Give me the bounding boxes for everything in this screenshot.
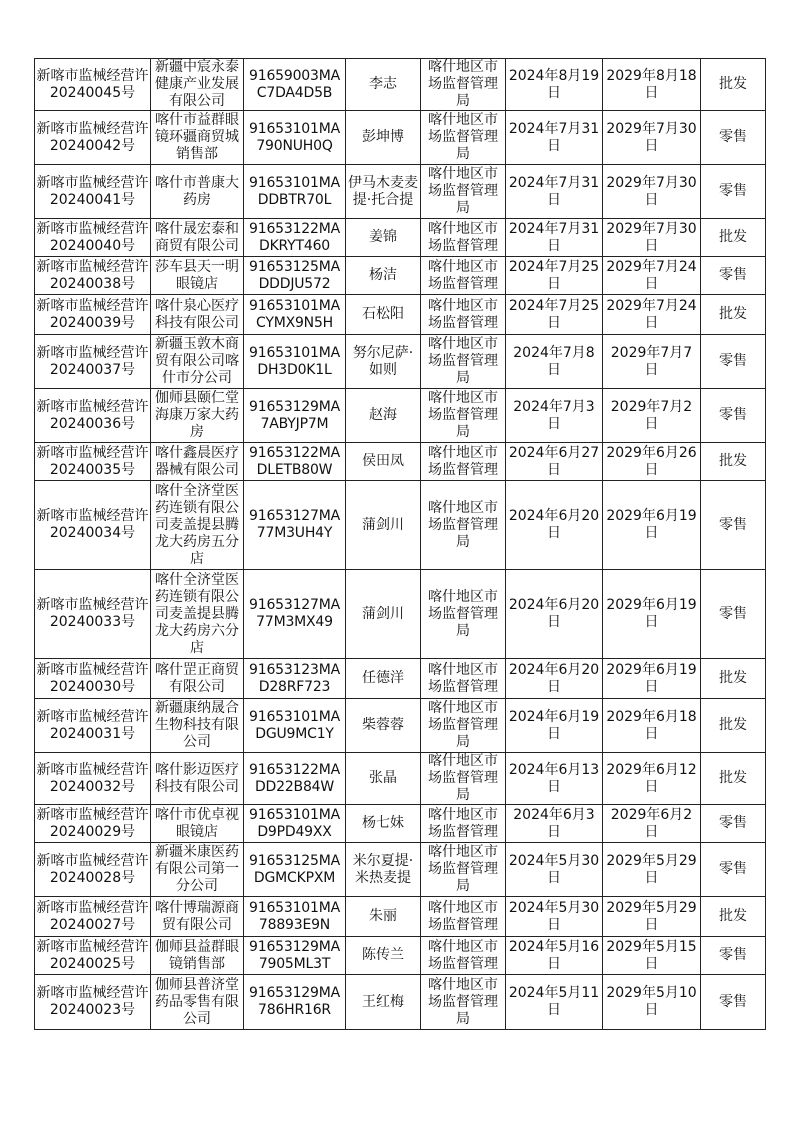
business-type-cell: 零售 xyxy=(701,975,766,1030)
company-name-cell: 喀什泉心医疗科技有限公司 xyxy=(151,295,244,335)
company-name-cell: 新疆玉敦木商贸有限公司喀什市分公司 xyxy=(151,335,244,389)
legal-person-cell: 柴蓉蓉 xyxy=(346,699,421,753)
permit-table xyxy=(34,58,766,1030)
expiry-date-cell: 2029年6月19日 xyxy=(603,481,701,570)
expiry-date-cell: 2029年8月18日 xyxy=(603,59,701,111)
issuing-authority-cell: 喀什地区市场监督管理 xyxy=(421,805,506,843)
expiry-date-cell: 2029年6月2日 xyxy=(603,805,701,843)
expiry-date-cell: 2029年5月15日 xyxy=(603,937,701,975)
expiry-date-cell: 2029年5月29日 xyxy=(603,897,701,937)
business-type-cell: 零售 xyxy=(701,570,766,659)
legal-person-cell: 努尔尼萨·如则 xyxy=(346,335,421,389)
legal-person-cell: 李志 xyxy=(346,59,421,111)
table-row xyxy=(35,805,766,843)
issuing-authority-cell: 喀什地区市场监督管理局 xyxy=(421,111,506,165)
legal-person-cell: 石松阳 xyxy=(346,295,421,335)
permit-number-cell: 新喀市监械经营许20240042号 xyxy=(35,111,151,165)
legal-person-cell: 伊马木麦麦提·托合提 xyxy=(346,165,421,219)
issue-date-cell: 2024年6月20日 xyxy=(506,659,603,699)
business-type-cell: 零售 xyxy=(701,481,766,570)
company-name-cell: 喀什影迈医疗科技有限公司 xyxy=(151,753,244,805)
table-row xyxy=(35,335,766,389)
business-type-cell: 批发 xyxy=(701,699,766,753)
issue-date-cell: 2024年6月20日 xyxy=(506,570,603,659)
business-type-cell: 批发 xyxy=(701,59,766,111)
business-type-cell: 零售 xyxy=(701,111,766,165)
permit-number-cell: 新喀市监械经营许20240029号 xyxy=(35,805,151,843)
permit-number-cell: 新喀市监械经营许20240041号 xyxy=(35,165,151,219)
company-name-cell: 新疆康纳晟合生物科技有限公司 xyxy=(151,699,244,753)
table-row xyxy=(35,481,766,570)
expiry-date-cell: 2029年6月18日 xyxy=(603,699,701,753)
legal-person-cell: 王红梅 xyxy=(346,975,421,1030)
credit-code-cell: 91653101MAD9PD49XX xyxy=(244,805,346,843)
credit-code-cell: 91653101MADDBTR70L xyxy=(244,165,346,219)
legal-person-cell: 米尔夏提·米热麦提 xyxy=(346,843,421,897)
issue-date-cell: 2024年6月27日 xyxy=(506,443,603,481)
table-row xyxy=(35,295,766,335)
issue-date-cell: 2024年5月30日 xyxy=(506,897,603,937)
issue-date-cell: 2024年7月31日 xyxy=(506,165,603,219)
table-row xyxy=(35,699,766,753)
credit-code-cell: 91653101MACYMX9N5H xyxy=(244,295,346,335)
company-name-cell: 新疆米康医药有限公司第一分公司 xyxy=(151,843,244,897)
issuing-authority-cell: 喀什地区市场监督管理局 xyxy=(421,389,506,443)
issuing-authority-cell: 喀什地区市场监督管理局 xyxy=(421,165,506,219)
issuing-authority-cell: 喀什地区市场监督管理 xyxy=(421,659,506,699)
company-name-cell: 喀什全济堂医药连锁有限公司麦盖提县腾龙大药房六分店 xyxy=(151,570,244,659)
company-name-cell: 喀什博瑞源商贸有限公司 xyxy=(151,897,244,937)
expiry-date-cell: 2029年6月19日 xyxy=(603,659,701,699)
table-row xyxy=(35,219,766,257)
permit-number-cell: 新喀市监械经营许20240037号 xyxy=(35,335,151,389)
issue-date-cell: 2024年6月19日 xyxy=(506,699,603,753)
table-row xyxy=(35,975,766,1030)
credit-code-cell: 91653101MA78893E9N xyxy=(244,897,346,937)
issuing-authority-cell: 喀什地区市场监督管理局 xyxy=(421,570,506,659)
company-name-cell: 喀什市优卓视眼镜店 xyxy=(151,805,244,843)
table-row xyxy=(35,59,766,111)
issuing-authority-cell: 喀什地区市场监督管理局 xyxy=(421,975,506,1030)
expiry-date-cell: 2029年7月24日 xyxy=(603,295,701,335)
table-row xyxy=(35,937,766,975)
legal-person-cell: 张晶 xyxy=(346,753,421,805)
issuing-authority-cell: 喀什地区市场监督管理局 xyxy=(421,335,506,389)
permit-number-cell: 新喀市监械经营许20240039号 xyxy=(35,295,151,335)
business-type-cell: 批发 xyxy=(701,295,766,335)
legal-person-cell: 杨洁 xyxy=(346,257,421,295)
issuing-authority-cell: 喀什地区市场监督管理 xyxy=(421,937,506,975)
permit-number-cell: 新喀市监械经营许20240034号 xyxy=(35,481,151,570)
permit-table-body xyxy=(35,59,766,1030)
issuing-authority-cell: 喀什地区市场监督管理 xyxy=(421,257,506,295)
permit-number-cell: 新喀市监械经营许20240040号 xyxy=(35,219,151,257)
table-row xyxy=(35,111,766,165)
expiry-date-cell: 2029年7月7日 xyxy=(603,335,701,389)
business-type-cell: 批发 xyxy=(701,897,766,937)
legal-person-cell: 赵海 xyxy=(346,389,421,443)
business-type-cell: 零售 xyxy=(701,165,766,219)
legal-person-cell: 蒲剑川 xyxy=(346,570,421,659)
issuing-authority-cell: 喀什地区市场监督管理 xyxy=(421,443,506,481)
credit-code-cell: 91653122MADLETB80W xyxy=(244,443,346,481)
business-type-cell: 零售 xyxy=(701,389,766,443)
business-type-cell: 零售 xyxy=(701,843,766,897)
table-row xyxy=(35,659,766,699)
credit-code-cell: 91653127MA77M3UH4Y xyxy=(244,481,346,570)
company-name-cell: 喀什市普康大药房 xyxy=(151,165,244,219)
expiry-date-cell: 2029年7月30日 xyxy=(603,165,701,219)
issue-date-cell: 2024年5月16日 xyxy=(506,937,603,975)
permit-number-cell: 新喀市监械经营许20240033号 xyxy=(35,570,151,659)
business-type-cell: 批发 xyxy=(701,753,766,805)
permit-number-cell: 新喀市监械经营许20240031号 xyxy=(35,699,151,753)
business-type-cell: 批发 xyxy=(701,659,766,699)
permit-number-cell: 新喀市监械经营许20240045号 xyxy=(35,59,151,111)
credit-code-cell: 91653122MADKRYT460 xyxy=(244,219,346,257)
issue-date-cell: 2024年6月20日 xyxy=(506,481,603,570)
issue-date-cell: 2024年7月31日 xyxy=(506,111,603,165)
legal-person-cell: 陈传兰 xyxy=(346,937,421,975)
issue-date-cell: 2024年7月8日 xyxy=(506,335,603,389)
issuing-authority-cell: 喀什地区市场监督管理局 xyxy=(421,699,506,753)
credit-code-cell: 91653125MADGMCKPXM xyxy=(244,843,346,897)
credit-code-cell: 91653101MADH3D0K1L xyxy=(244,335,346,389)
table-row xyxy=(35,753,766,805)
permit-number-cell: 新喀市监械经营许20240038号 xyxy=(35,257,151,295)
credit-code-cell: 91653129MA7905ML3T xyxy=(244,937,346,975)
table-row xyxy=(35,257,766,295)
business-type-cell: 批发 xyxy=(701,443,766,481)
credit-code-cell: 91653101MADGU9MC1Y xyxy=(244,699,346,753)
permit-number-cell: 新喀市监械经营许20240025号 xyxy=(35,937,151,975)
credit-code-cell: 91653122MADD22B84W xyxy=(244,753,346,805)
issue-date-cell: 2024年5月30日 xyxy=(506,843,603,897)
company-name-cell: 伽师县普济堂药品零售有限公司 xyxy=(151,975,244,1030)
expiry-date-cell: 2029年6月26日 xyxy=(603,443,701,481)
company-name-cell: 喀什市益群眼镜环疆商贸城销售部 xyxy=(151,111,244,165)
legal-person-cell: 杨七妹 xyxy=(346,805,421,843)
expiry-date-cell: 2029年5月10日 xyxy=(603,975,701,1030)
company-name-cell: 莎车县天一明眼镜店 xyxy=(151,257,244,295)
table-row xyxy=(35,389,766,443)
expiry-date-cell: 2029年7月30日 xyxy=(603,219,701,257)
business-type-cell: 批发 xyxy=(701,219,766,257)
business-type-cell: 零售 xyxy=(701,805,766,843)
issuing-authority-cell: 喀什地区市场监督管理局 xyxy=(421,753,506,805)
legal-person-cell: 彭坤博 xyxy=(346,111,421,165)
issuing-authority-cell: 喀什地区市场监督管理局 xyxy=(421,481,506,570)
legal-person-cell: 姜锦 xyxy=(346,219,421,257)
issue-date-cell: 2024年7月25日 xyxy=(506,257,603,295)
issuing-authority-cell: 喀什地区市场监督管理 xyxy=(421,219,506,257)
issue-date-cell: 2024年8月19日 xyxy=(506,59,603,111)
expiry-date-cell: 2029年5月29日 xyxy=(603,843,701,897)
business-type-cell: 零售 xyxy=(701,937,766,975)
issue-date-cell: 2024年6月3日 xyxy=(506,805,603,843)
credit-code-cell: 91653101MA790NUH0Q xyxy=(244,111,346,165)
credit-code-cell: 91653125MADDDJU572 xyxy=(244,257,346,295)
company-name-cell: 新疆中宸永泰健康产业发展有限公司 xyxy=(151,59,244,111)
expiry-date-cell: 2029年6月12日 xyxy=(603,753,701,805)
expiry-date-cell: 2029年7月2日 xyxy=(603,389,701,443)
table-row xyxy=(35,165,766,219)
issuing-authority-cell: 喀什地区市场监督管理局 xyxy=(421,59,506,111)
legal-person-cell: 任德洋 xyxy=(346,659,421,699)
permit-number-cell: 新喀市监械经营许20240030号 xyxy=(35,659,151,699)
expiry-date-cell: 2029年7月24日 xyxy=(603,257,701,295)
table-row xyxy=(35,897,766,937)
company-name-cell: 喀什全济堂医药连锁有限公司麦盖提县腾龙大药房五分店 xyxy=(151,481,244,570)
issuing-authority-cell: 喀什地区市场监督管理 xyxy=(421,295,506,335)
company-name-cell: 喀什鑫晨医疗器械有限公司 xyxy=(151,443,244,481)
company-name-cell: 伽师县颐仁堂海康万家大药房 xyxy=(151,389,244,443)
permit-number-cell: 新喀市监械经营许20240035号 xyxy=(35,443,151,481)
credit-code-cell: 91653123MAD28RF723 xyxy=(244,659,346,699)
company-name-cell: 喀什晟宏泰和商贸有限公司 xyxy=(151,219,244,257)
table-row xyxy=(35,570,766,659)
credit-code-cell: 91653127MA77M3MX49 xyxy=(244,570,346,659)
permit-number-cell: 新喀市监械经营许20240032号 xyxy=(35,753,151,805)
table-row xyxy=(35,843,766,897)
permit-number-cell: 新喀市监械经营许20240028号 xyxy=(35,843,151,897)
issue-date-cell: 2024年7月3日 xyxy=(506,389,603,443)
business-type-cell: 零售 xyxy=(701,335,766,389)
issuing-authority-cell: 喀什地区市场监督管理 xyxy=(421,897,506,937)
permit-number-cell: 新喀市监械经营许20240027号 xyxy=(35,897,151,937)
expiry-date-cell: 2029年7月30日 xyxy=(603,111,701,165)
legal-person-cell: 蒲剑川 xyxy=(346,481,421,570)
legal-person-cell: 侯田凤 xyxy=(346,443,421,481)
issue-date-cell: 2024年5月11日 xyxy=(506,975,603,1030)
permit-number-cell: 新喀市监械经营许20240036号 xyxy=(35,389,151,443)
business-type-cell: 零售 xyxy=(701,257,766,295)
expiry-date-cell: 2029年6月19日 xyxy=(603,570,701,659)
credit-code-cell: 91653129MA786HR16R xyxy=(244,975,346,1030)
credit-code-cell: 91653129MA7ABYJP7M xyxy=(244,389,346,443)
company-name-cell: 伽师县益群眼镜销售部 xyxy=(151,937,244,975)
issue-date-cell: 2024年7月25日 xyxy=(506,295,603,335)
company-name-cell: 喀什罡正商贸有限公司 xyxy=(151,659,244,699)
issue-date-cell: 2024年6月13日 xyxy=(506,753,603,805)
issuing-authority-cell: 喀什地区市场监督管理局 xyxy=(421,843,506,897)
issue-date-cell: 2024年7月31日 xyxy=(506,219,603,257)
credit-code-cell: 91659003MAC7DA4D5B xyxy=(244,59,346,111)
permit-number-cell: 新喀市监械经营许20240023号 xyxy=(35,975,151,1030)
legal-person-cell: 朱丽 xyxy=(346,897,421,937)
table-row xyxy=(35,443,766,481)
